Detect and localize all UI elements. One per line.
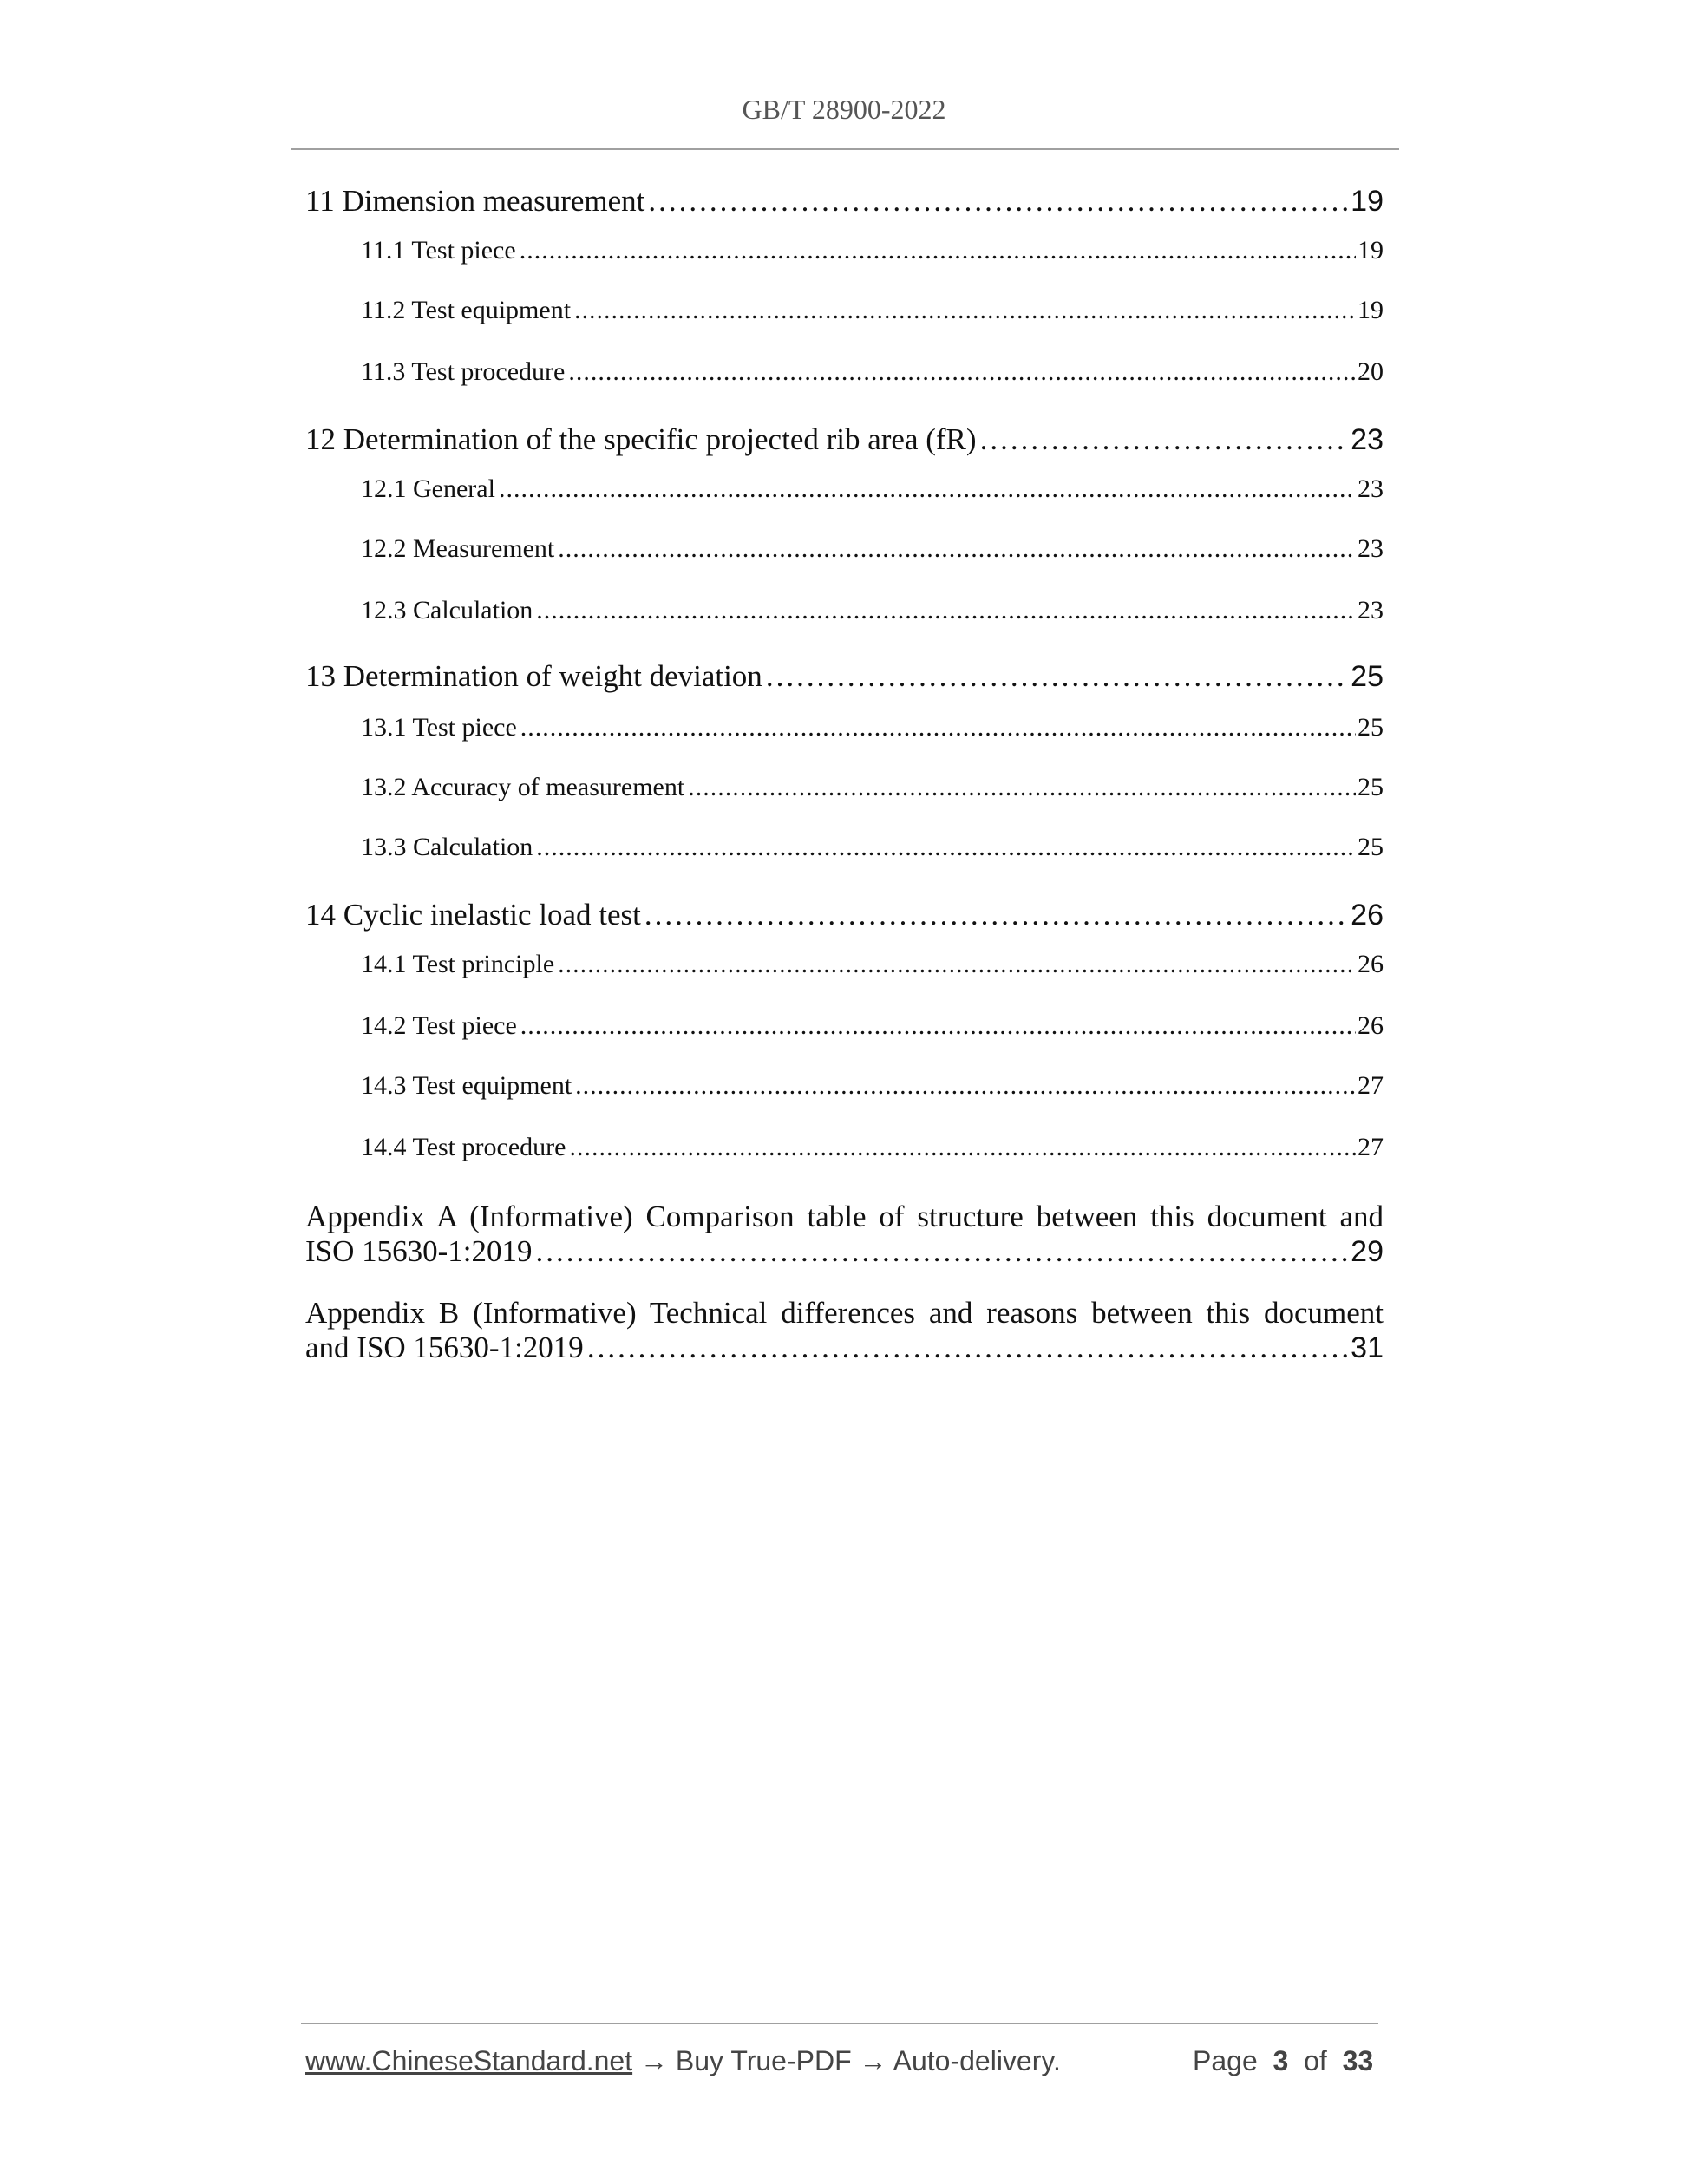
- toc-entry-page: 20: [1358, 357, 1384, 386]
- toc-entry-title: 14 Cyclic inelastic load test: [305, 898, 641, 932]
- toc-entry-title: 14.2 Test piece: [361, 1011, 517, 1040]
- toc-entry[interactable]: [305, 422, 1384, 457]
- toc-entry-page: 19: [1358, 236, 1384, 265]
- toc-entry-page: 26: [1351, 899, 1384, 932]
- dot-leader: [536, 1234, 1350, 1269]
- toc-entry-page: 23: [1358, 596, 1384, 624]
- toc-entry-page: 26: [1358, 1011, 1384, 1040]
- toc-entry-page: 29: [1351, 1235, 1384, 1268]
- toc-entry-title: 12.2 Measurement: [361, 534, 555, 563]
- dot-leader: [536, 596, 1356, 625]
- toc-entry-page: 23: [1351, 423, 1384, 456]
- dot-leader: [520, 713, 1356, 742]
- dot-leader: [499, 474, 1356, 504]
- toc-entry-title-cont: ISO 15630-1:2019: [305, 1234, 533, 1268]
- document-header: GB/T 28900-2022: [742, 94, 946, 125]
- toc-entry-title: 14.3 Test equipment: [361, 1071, 572, 1100]
- toc-entry-page: 31: [1351, 1331, 1384, 1364]
- toc-entry-appendix-b[interactable]: [305, 1296, 1384, 1365]
- dot-leader: [520, 1011, 1356, 1041]
- toc-entry-title-cont: and ISO 15630-1:2019: [305, 1331, 584, 1364]
- toc-entry-page: 27: [1358, 1071, 1384, 1100]
- toc-entry[interactable]: [361, 474, 1384, 504]
- dot-leader: [569, 1133, 1356, 1162]
- footer-promo: [305, 2045, 1061, 2077]
- toc-entry[interactable]: [361, 1011, 1384, 1041]
- toc-entry-title: 13.3 Calculation: [361, 833, 533, 861]
- toc-entry-page: 25: [1358, 713, 1384, 742]
- dot-leader: [688, 773, 1356, 802]
- toc-entry-title: 14.4 Test procedure: [361, 1133, 566, 1161]
- toc-entry-page: 25: [1358, 773, 1384, 801]
- website-link[interactable]: www.ChineseStandard.net: [305, 2045, 633, 2076]
- toc-entry[interactable]: [361, 713, 1384, 742]
- dot-leader: [574, 296, 1356, 325]
- dot-leader: [558, 534, 1356, 564]
- toc-entry-title: 12.1 General: [361, 474, 495, 503]
- toc-entry[interactable]: [361, 1071, 1384, 1101]
- toc-entry-title: 11.2 Test equipment: [361, 296, 572, 324]
- toc-entry-title: 11 Dimension measurement: [305, 184, 645, 218]
- toc-entry-title: Appendix A (Informative) Comparison table of structure between this document and: [305, 1200, 1384, 1233]
- toc-entry[interactable]: [305, 659, 1384, 694]
- dot-leader: [520, 236, 1356, 265]
- dot-leader: [587, 1331, 1349, 1365]
- toc-entry-appendix-a[interactable]: [305, 1200, 1384, 1269]
- dot-leader: [558, 950, 1356, 979]
- toc-entry-title: 13 Determination of weight deviation: [305, 659, 762, 693]
- toc-entry[interactable]: [361, 357, 1384, 387]
- toc-entry-title: 13.2 Accuracy of measurement: [361, 773, 685, 801]
- toc-entry[interactable]: [361, 833, 1384, 862]
- toc-entry-page: 25: [1351, 660, 1384, 693]
- dot-leader: [536, 833, 1356, 862]
- page-number: Page 3 of 33: [1193, 2045, 1374, 2076]
- toc-entry[interactable]: [361, 296, 1384, 325]
- footer-text: → Buy True-PDF → Auto-delivery.: [632, 2045, 1061, 2076]
- header-divider: [291, 148, 1399, 150]
- toc-entry[interactable]: [361, 534, 1384, 564]
- toc-entry-title: 11.3 Test procedure: [361, 357, 566, 386]
- toc-entry[interactable]: [361, 950, 1384, 979]
- footer-divider: [301, 2023, 1378, 2024]
- toc-entry[interactable]: [305, 898, 1384, 932]
- toc-entry-page: 19: [1351, 185, 1384, 218]
- toc-entry-title: 11.1 Test piece: [361, 236, 516, 265]
- toc-entry-title: 14.1 Test principle: [361, 950, 555, 978]
- toc-entry-page: 27: [1358, 1133, 1384, 1161]
- dot-leader: [575, 1071, 1356, 1101]
- toc-entry-page: 26: [1358, 950, 1384, 978]
- toc-entry-title: 12 Determination of the specific projected rib area (fR): [305, 422, 977, 456]
- toc-entry-page: 19: [1358, 296, 1384, 324]
- toc-entry-title: 13.1 Test piece: [361, 713, 517, 742]
- toc-entry-page: 23: [1358, 534, 1384, 563]
- toc-entry[interactable]: [361, 1133, 1384, 1162]
- toc-entry[interactable]: [361, 773, 1384, 802]
- toc-entry-page: 25: [1358, 833, 1384, 861]
- dot-leader: [980, 422, 1350, 457]
- toc-entry-title: Appendix B (Informative) Technical differences and reasons between this document: [305, 1296, 1384, 1330]
- dot-leader: [644, 898, 1349, 932]
- toc-entry[interactable]: [361, 596, 1384, 625]
- dot-leader: [568, 357, 1356, 387]
- toc-entry[interactable]: [361, 236, 1384, 265]
- dot-leader: [648, 184, 1349, 219]
- dot-leader: [766, 659, 1349, 694]
- toc-entry[interactable]: [305, 184, 1384, 219]
- toc-entry-page: 23: [1358, 474, 1384, 503]
- toc-entry-title: 12.3 Calculation: [361, 596, 533, 624]
